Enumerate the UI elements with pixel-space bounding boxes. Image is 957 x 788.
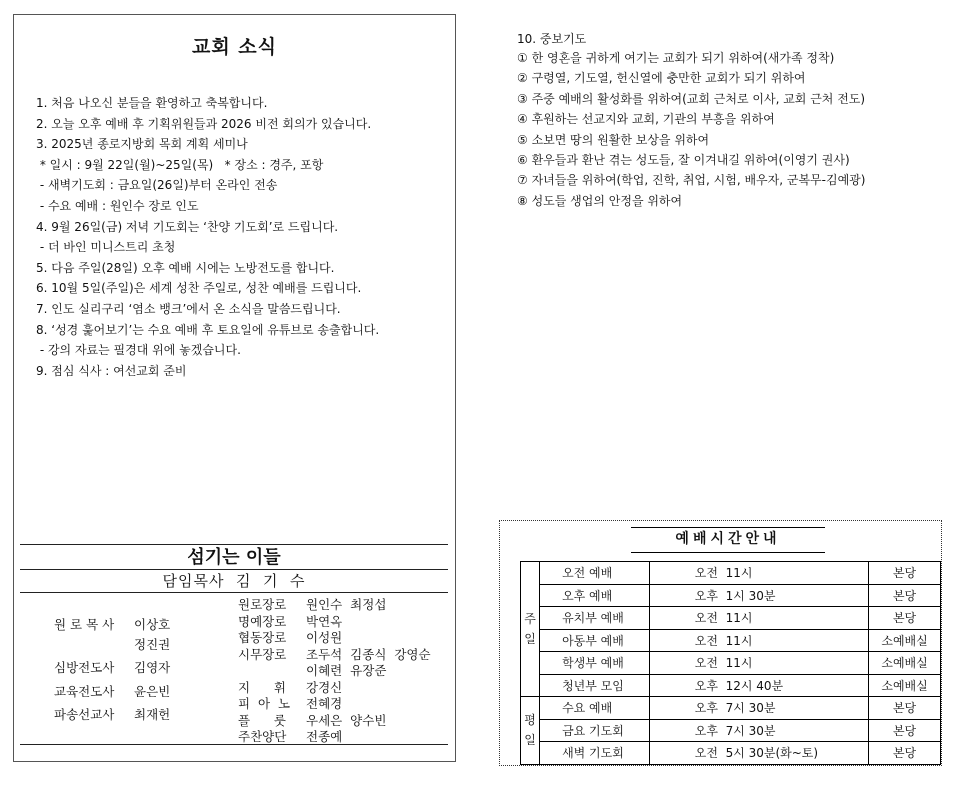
prayer-item: ⑤ 소보면 땅의 원활한 보상을 위하여 bbox=[517, 132, 710, 147]
prayer-item: ④ 후원하는 선교지와 교회, 기관의 부흥을 위하여 bbox=[517, 112, 775, 127]
service-time: 오후 7시 30분 bbox=[649, 697, 868, 720]
news-item: 7. 인도 실리구리 ‘염소 뱅크’에서 온 소식을 말씀드립니다. bbox=[36, 301, 341, 316]
prayer-item: ⑥ 환우들과 환난 겪는 성도들, 잘 이겨내길 위하여(이영기 권사) bbox=[517, 153, 850, 168]
divider bbox=[20, 592, 448, 593]
service-place: 소예배실 bbox=[869, 674, 941, 697]
elder-role: 원로장로 bbox=[238, 597, 287, 612]
staff-names: 정진권 bbox=[134, 637, 171, 652]
news-list bbox=[36, 93, 379, 381]
elder-row bbox=[238, 713, 431, 730]
group-label: 주 일 bbox=[521, 562, 540, 697]
elder-row bbox=[238, 696, 431, 713]
elder-names: 전종예 bbox=[306, 729, 343, 744]
prayer-item: ① 한 영혼을 귀하게 여기는 교회가 되기 위하여(새가족 정착) bbox=[517, 51, 835, 65]
staff-row bbox=[54, 658, 170, 676]
church-news-panel bbox=[13, 14, 456, 762]
service-time: 오전 11시 bbox=[649, 652, 868, 675]
elder-role: 명예장로 bbox=[238, 613, 287, 629]
divider bbox=[20, 744, 448, 745]
service-name: 오전 예배 bbox=[540, 562, 650, 585]
staff-role: 파송선교사 bbox=[54, 707, 115, 722]
news-item: 8. ‘성경 훑어보기’는 수요 예배 후 토요일에 유튜브로 송출합니다. bbox=[36, 322, 380, 337]
staff-names: 윤은빈 bbox=[134, 684, 171, 699]
news-item: 4. 9월 26일(금) 저녁 기도회는 ‘찬양 기도회’로 드립니다. bbox=[36, 219, 339, 234]
staff-role: 원 로 목 사 bbox=[54, 617, 115, 632]
table-row bbox=[521, 652, 941, 675]
service-time: 오전 11시 bbox=[649, 629, 868, 652]
service-place: 본당 bbox=[869, 562, 941, 585]
elder-row bbox=[238, 614, 431, 631]
elder-names: 이혜련 유장준 bbox=[306, 663, 387, 678]
table-row bbox=[521, 584, 941, 607]
elder-role: 피 아 노 bbox=[238, 696, 291, 711]
group-label: 평 일 bbox=[521, 697, 540, 765]
service-time: 오후 7시 30분 bbox=[649, 719, 868, 742]
news-item: 6. 10월 5일(주일)은 세계 성찬 주일로, 성찬 예배를 드립니다. bbox=[36, 281, 362, 296]
news-item: 2. 오늘 오후 예배 후 기획위원들과 2026 비전 회의가 있습니다. bbox=[36, 116, 372, 131]
staff-row bbox=[54, 635, 170, 653]
elder-names: 우세은 양수빈 bbox=[306, 712, 387, 728]
news-item: - 더 바인 미니스트리 초청 bbox=[36, 240, 176, 255]
prayer-item: ③ 주중 예배의 활성화를 위하여(교회 근처로 이사, 교회 근처 전도) bbox=[517, 91, 866, 106]
news-item: 1. 처음 나오신 분들을 환영하고 축복합니다. bbox=[36, 96, 268, 110]
service-name: 오후 예배 bbox=[540, 584, 650, 607]
service-name: 수요 예배 bbox=[540, 697, 650, 720]
staff-names: 이상호 bbox=[134, 617, 171, 632]
elder-row bbox=[238, 680, 431, 697]
news-item: - 새벽기도회 : 금요일(26일)부터 온라인 전송 bbox=[36, 178, 278, 193]
intercessory-prayer bbox=[517, 30, 865, 211]
elder-names: 전혜경 bbox=[306, 696, 343, 711]
elder-role: 협동장로 bbox=[238, 630, 287, 645]
staff-names: 김영자 bbox=[134, 660, 171, 675]
schedule-table bbox=[520, 561, 941, 765]
elder-role: 플 룻 bbox=[238, 712, 286, 728]
service-time: 오전 5시 30분(화~토) bbox=[649, 742, 868, 765]
worship-title: 예배시간안내 bbox=[631, 527, 825, 553]
staff-role: 심방전도사 bbox=[54, 660, 115, 675]
service-place: 소예배실 bbox=[869, 629, 941, 652]
elder-names: 박연옥 bbox=[306, 613, 343, 629]
news-item: - 수요 예배 : 원인수 장로 인도 bbox=[36, 198, 199, 213]
service-place: 본당 bbox=[869, 697, 941, 720]
elder-role: 시무장로 bbox=[238, 646, 287, 662]
elder-role: 주찬양단 bbox=[238, 729, 287, 744]
senior-pastor: 담임목사 김 기 수 bbox=[162, 572, 306, 590]
elders-list bbox=[238, 597, 431, 746]
prayer-item: ⑦ 자녀들을 위하여(학업, 진학, 취업, 시험, 배우자, 군복무-김예광) bbox=[517, 173, 866, 188]
elder-names: 조두석 김종식 강영순 bbox=[306, 646, 431, 662]
staff-role: 교육전도사 bbox=[54, 684, 115, 699]
elder-row bbox=[238, 597, 431, 614]
servants-section bbox=[20, 544, 448, 593]
table-row bbox=[521, 607, 941, 630]
elder-role: 지 휘 bbox=[238, 679, 286, 695]
prayer-item: ⑧ 성도들 생업의 안정을 위하여 bbox=[517, 193, 683, 208]
staff-row bbox=[54, 705, 170, 723]
prayer-list bbox=[517, 48, 865, 211]
service-place: 본당 bbox=[869, 584, 941, 607]
service-place: 본당 bbox=[869, 607, 941, 630]
prayer-item: ② 구령열, 기도열, 헌신열에 충만한 교회가 되기 위하여 bbox=[517, 71, 806, 86]
elder-row bbox=[238, 630, 431, 647]
staff-row bbox=[54, 682, 170, 700]
table-row bbox=[521, 719, 941, 742]
table-row bbox=[521, 742, 941, 765]
service-time: 오후 12시 40분 bbox=[649, 674, 868, 697]
news-item: 3. 2025년 종로지방회 목회 계획 세미나 bbox=[36, 137, 248, 152]
news-title: 교회 소식 bbox=[191, 36, 278, 58]
service-name: 아동부 예배 bbox=[540, 629, 650, 652]
staff-row bbox=[54, 615, 170, 633]
table-row bbox=[521, 562, 941, 585]
news-item: 9. 점심 식사 : 여선교회 준비 bbox=[36, 363, 187, 378]
service-name: 학생부 예배 bbox=[540, 652, 650, 675]
service-name: 청년부 모임 bbox=[540, 674, 650, 697]
table-row bbox=[521, 697, 941, 720]
elder-names: 강경신 bbox=[306, 679, 343, 695]
news-item: - 강의 자료는 필경대 위에 놓겠습니다. bbox=[36, 343, 241, 358]
worship-schedule bbox=[499, 520, 942, 766]
service-time: 오전 11시 bbox=[649, 607, 868, 630]
staff-names: 최재헌 bbox=[134, 707, 171, 722]
prayer-heading: 10. 중보기도 bbox=[517, 32, 587, 46]
news-item: 5. 다음 주일(28일) 오후 예배 시에는 노방전도를 합니다. bbox=[36, 260, 335, 275]
servants-title: 섬기는 이들 bbox=[187, 547, 281, 568]
elder-names: 이성원 bbox=[306, 630, 343, 645]
elder-row bbox=[238, 647, 431, 664]
service-place: 본당 bbox=[869, 742, 941, 765]
service-time: 오전 11시 bbox=[649, 562, 868, 585]
service-time: 오후 1시 30분 bbox=[649, 584, 868, 607]
elder-row bbox=[238, 663, 431, 680]
service-name: 유치부 예배 bbox=[540, 607, 650, 630]
service-place: 소예배실 bbox=[869, 652, 941, 675]
table-row bbox=[521, 674, 941, 697]
table-row bbox=[521, 629, 941, 652]
service-name: 금요 기도회 bbox=[540, 719, 650, 742]
news-item: * 일시 : 9월 22일(월)~25일(목) * 장소 : 경주, 포항 bbox=[36, 157, 324, 172]
elder-names: 원인수 최정섭 bbox=[306, 597, 387, 612]
service-place: 본당 bbox=[869, 719, 941, 742]
service-name: 새벽 기도회 bbox=[540, 742, 650, 765]
